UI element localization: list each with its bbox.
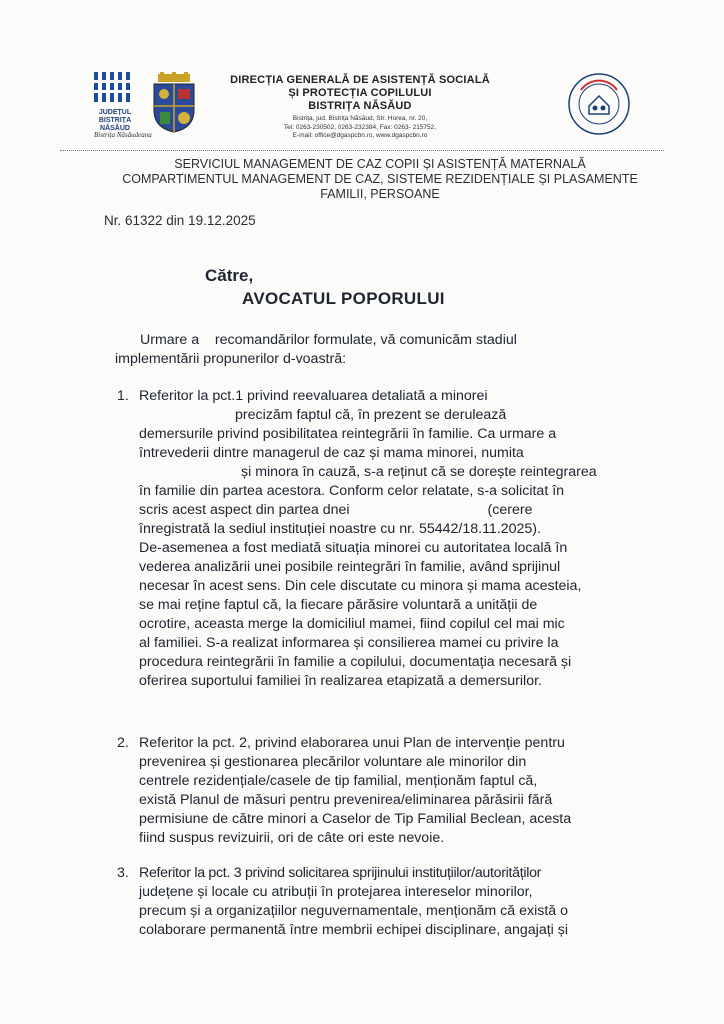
text-line: colaborare permanentă între membrii echipei disciplinare, angajați și [139, 922, 568, 938]
text-line: înregistrată la sediul instituției noastre cu nr. 55442/18.11.2025). [139, 521, 541, 537]
text-line: procedura reintegrării în familie a copilului, documentația necesară și [139, 654, 572, 670]
address-line: Bistrița, jud. Bistrița Năsăud, Str. Horea, nr. 20, [292, 115, 428, 122]
text-line: prevenirea și gestionarea plecărilor voluntare ale minorilor din [139, 754, 527, 770]
list-item [117, 387, 622, 691]
institution-block [210, 74, 510, 141]
intro-paragraph [115, 331, 615, 369]
text-line: demersurile privind posibilitatea reintegrării în familie. Ca urmare a [139, 426, 557, 442]
list-item-content [139, 734, 622, 848]
text-line: vederea analizării unei posibile reintegrări în familie, având sprijinul [139, 559, 561, 575]
list-item-number: 1. [117, 388, 129, 404]
text-line: ocrotire, aceasta merge la domiciliul mamei, fiind copilul cel mai mic [139, 616, 565, 632]
intro-line: implementării propunerilor d-voastră: [115, 351, 347, 367]
header-divider [60, 150, 664, 151]
text-line: al familiei. S-a realizat informarea și consilierea mamei cu privire la [139, 635, 559, 651]
text-line: permisiune de către minori a Caselor de Tip Familial Beclean, acesta [139, 811, 572, 827]
text-line: în familie din partea acestora. Conform celor relatate, s-a solicitat în [139, 483, 565, 499]
county-emblem-icon [90, 70, 140, 104]
text-line: există Planul de măsuri pentru prevenirea/eliminarea părăsirii fără [139, 792, 553, 808]
service-block [100, 157, 660, 202]
coat-of-arms-icon [150, 72, 198, 134]
county-logo-line: BISTRIȚA [98, 117, 132, 124]
list-item [117, 864, 622, 940]
text-line: județene și locale cu atribuții în protejarea intereselor minorilor, [139, 884, 533, 900]
list-item-content [139, 864, 622, 940]
address-line: Tel: 0263-230502, 0263-232384, Fax: 0263- 215752, [283, 123, 437, 131]
address-line: E-mail: office@dgaspcbn.ro, www.dgaspcbn.ro [292, 132, 428, 139]
text-line: precizăm faptul că, în prezent se derulează [235, 407, 507, 423]
institution-address [210, 115, 510, 141]
dgaspc-logo [567, 72, 631, 136]
county-logo-line: JUDEȚUL [98, 109, 132, 116]
text-line: oferirea suportului familiei în realizarea etapizată a demersurilor. [139, 673, 542, 689]
institution-name-line3: BISTRIȚA NĂSĂUD [308, 100, 412, 112]
service-line1: SERVICIUL MANAGEMENT DE CAZ COPII ȘI ASISTENȚĂ MATERNALĂ [174, 157, 586, 171]
text-line: se mai reține faptul că, la fiecare părăsire voluntară a unității de [139, 597, 538, 613]
addressee-name: AVOCATUL POPORULUI [242, 289, 445, 308]
list-item-content [139, 387, 622, 691]
list-item-number: 3. [117, 865, 129, 881]
institution-name-line1: DIRECȚIA GENERALĂ DE ASISTENȚĂ SOCIALĂ [230, 74, 490, 86]
institution-name-line2: ȘI PROTECȚIA COPILULUI [288, 87, 432, 99]
text-line: centrele rezidențiale/casele de tip familial, menționăm faptul că, [139, 773, 538, 789]
text-line: Referitor la pct. 3 privind solicitarea sprijinului instituțiilor/autorităților [139, 865, 542, 881]
addressee-label: Către, [205, 266, 254, 285]
text-line: Referitor la pct. 2, privind elaborarea unui Plan de intervenție pentru [139, 735, 565, 751]
service-line2: COMPARTIMENTUL MANAGEMENT DE CAZ, SISTEME REZIDENȚIALE ȘI PLASAMENTE [122, 172, 638, 186]
text-line: necesar în acest sens. Din cele discutate cu minora și mama acesteia, [139, 578, 582, 594]
text-line: și minora în cauză, s-a reținut că se dorește reintegrarea [241, 464, 597, 480]
text-line: întrevederii dintre managerul de caz și mama minorei, numita [139, 445, 524, 461]
list-item [117, 734, 622, 848]
text-line: precum și a organizațiilor neguvernamentale, menționăm că există o [139, 903, 568, 919]
text-line: fiind suspus revizuirii, ori de câte ori este nevoie. [139, 830, 445, 846]
coat-of-arms [150, 72, 198, 134]
list-item-number: 2. [117, 735, 129, 751]
text-line: De-asemenea a fost mediată situația minorei cu autoritatea locală în [139, 540, 568, 556]
dgaspc-circular-logo-icon [567, 72, 631, 136]
logo-signature: Bistrița Năsăudeana [94, 131, 152, 139]
text-line: scris acest aspect din partea dnei (cerere [139, 502, 533, 518]
text-line: Referitor la pct.1 privind reevaluarea detaliată a minorei [139, 388, 488, 404]
registration-number: Nr. 61322 din 19.12.2025 [104, 213, 256, 228]
intro-line: Urmare a recomandărilor formulate, vă comunicăm stadiul [140, 332, 517, 348]
county-logo-line: NĂSĂUD [100, 125, 130, 132]
service-line3: FAMILII, PERSOANE [320, 187, 440, 201]
